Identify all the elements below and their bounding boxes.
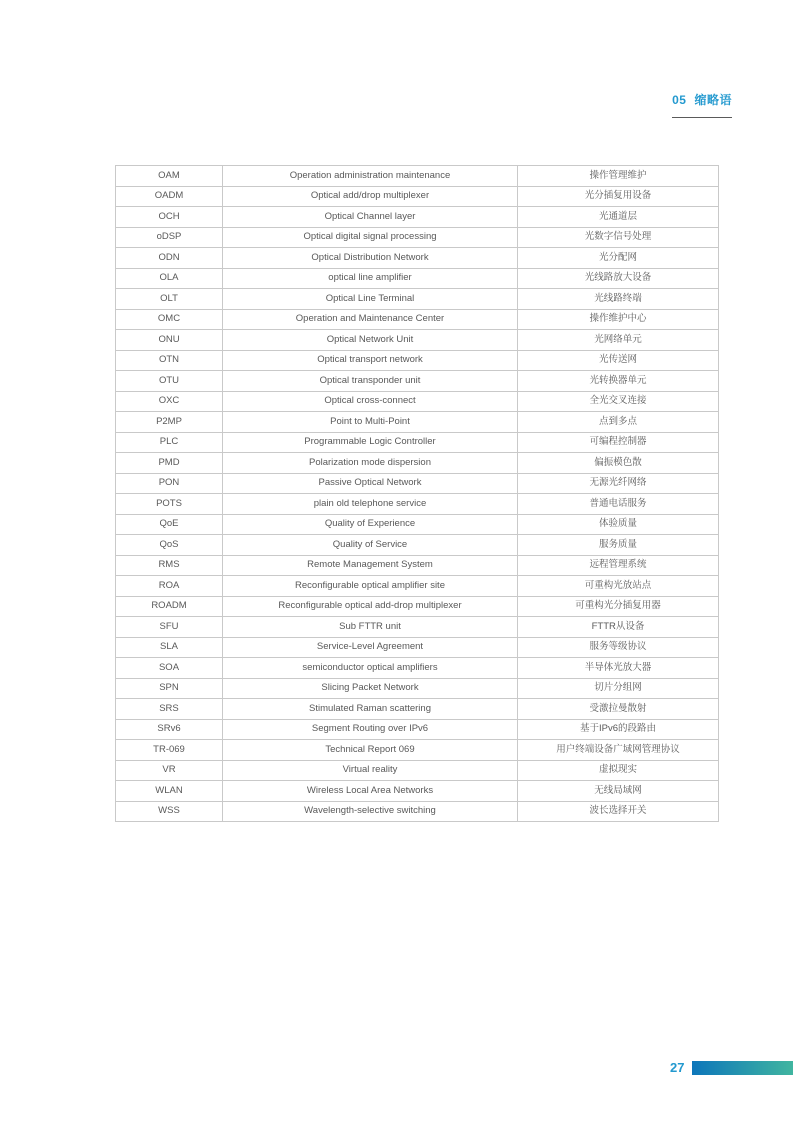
chinese-cell: 体验质量 [518,514,719,535]
chinese-cell: 用户终端设备广域网管理协议 [518,740,719,761]
chinese-cell: 可重构光分插复用器 [518,596,719,617]
table-row [116,494,719,515]
full-name-cell: Wireless Local Area Networks [223,781,518,802]
full-name-cell: Remote Management System [223,555,518,576]
chinese-cell: 光分配网 [518,248,719,269]
full-name-cell: Optical transponder unit [223,371,518,392]
full-name-cell: plain old telephone service [223,494,518,515]
abbr-cell: OADM [116,186,223,207]
table-row [116,412,719,433]
abbr-cell: SOA [116,658,223,679]
full-name-cell: Virtual reality [223,760,518,781]
full-name-cell: Stimulated Raman scattering [223,699,518,720]
chinese-cell: 无线局域网 [518,781,719,802]
full-name-cell: Passive Optical Network [223,473,518,494]
full-name-cell: Quality of Service [223,535,518,556]
chinese-cell: 点到多点 [518,412,719,433]
chinese-cell: 操作管理维护 [518,166,719,187]
full-name-cell: Operation administration maintenance [223,166,518,187]
chinese-cell: 光转换器单元 [518,371,719,392]
abbr-cell: SPN [116,678,223,699]
abbr-cell: ODN [116,248,223,269]
full-name-cell: Optical digital signal processing [223,227,518,248]
table-row [116,535,719,556]
full-name-cell: Reconfigurable optical add-drop multiplexer [223,596,518,617]
table-row [116,166,719,187]
full-name-cell: Point to Multi-Point [223,412,518,433]
table-row [116,268,719,289]
abbr-cell: ROADM [116,596,223,617]
full-name-cell: Polarization mode dispersion [223,453,518,474]
full-name-cell: semiconductor optical amplifiers [223,658,518,679]
abbr-cell: POTS [116,494,223,515]
footer-gradient-bar [692,1061,793,1075]
chinese-cell: 光线路终端 [518,289,719,310]
full-name-cell: Segment Routing over IPv6 [223,719,518,740]
table-row [116,432,719,453]
table-row [116,740,719,761]
abbr-table-body [116,166,719,822]
full-name-cell: Service-Level Agreement [223,637,518,658]
abbr-cell: OXC [116,391,223,412]
chinese-cell: 无源光纤网络 [518,473,719,494]
full-name-cell: Optical Channel layer [223,207,518,228]
table-row [116,699,719,720]
full-name-cell: Quality of Experience [223,514,518,535]
table-row [116,453,719,474]
chinese-cell: 光线路放大设备 [518,268,719,289]
section-number: 05 [672,93,687,107]
table-row [116,371,719,392]
table-row [116,658,719,679]
abbr-cell: VR [116,760,223,781]
section-title: 缩略语 [694,93,732,107]
chinese-cell: 切片分组网 [518,678,719,699]
abbr-cell: ROA [116,576,223,597]
abbr-cell: PON [116,473,223,494]
table-row [116,514,719,535]
abbr-cell: OAM [116,166,223,187]
full-name-cell: Optical Distribution Network [223,248,518,269]
chinese-cell: 可重构光放站点 [518,576,719,597]
full-name-cell: Programmable Logic Controller [223,432,518,453]
abbr-cell: PMD [116,453,223,474]
full-name-cell: Wavelength-selective switching [223,801,518,822]
abbr-cell: ONU [116,330,223,351]
abbr-cell: OCH [116,207,223,228]
chinese-cell: 服务质量 [518,535,719,556]
full-name-cell: Optical add/drop multiplexer [223,186,518,207]
abbr-cell: TR-069 [116,740,223,761]
full-name-cell: Optical Line Terminal [223,289,518,310]
table-row [116,576,719,597]
full-name-cell: Optical transport network [223,350,518,371]
full-name-cell: Optical cross-connect [223,391,518,412]
abbr-cell: WLAN [116,781,223,802]
section-header [672,91,732,118]
chinese-cell: 远程管理系统 [518,555,719,576]
page-number: 27 [670,1060,685,1075]
chinese-cell: 服务等级协议 [518,637,719,658]
table-row [116,186,719,207]
table-row [116,289,719,310]
chinese-cell: 光网络单元 [518,330,719,351]
chinese-cell: 普通电话服务 [518,494,719,515]
table-row [116,781,719,802]
table-row [116,617,719,638]
abbr-cell: SRv6 [116,719,223,740]
abbreviations-table [115,165,719,822]
chinese-cell: 操作维护中心 [518,309,719,330]
abbr-cell: PLC [116,432,223,453]
chinese-cell: 光数字信号处理 [518,227,719,248]
table-row [116,207,719,228]
full-name-cell: Slicing Packet Network [223,678,518,699]
chinese-cell: 基于IPv6的段路由 [518,719,719,740]
abbr-cell: OLA [116,268,223,289]
chinese-cell: 半导体光放大器 [518,658,719,679]
abbr-cell: oDSP [116,227,223,248]
table-row [116,596,719,617]
table-row [116,801,719,822]
table-row [116,760,719,781]
abbr-cell: OMC [116,309,223,330]
chinese-cell: 可编程控制器 [518,432,719,453]
table-row [116,330,719,351]
full-name-cell: Reconfigurable optical amplifier site [223,576,518,597]
abbr-cell: QoS [116,535,223,556]
full-name-cell: Operation and Maintenance Center [223,309,518,330]
abbr-cell: OTU [116,371,223,392]
table-row [116,391,719,412]
table-row [116,637,719,658]
chinese-cell: 全光交叉连接 [518,391,719,412]
chinese-cell: 虚拟现实 [518,760,719,781]
full-name-cell: Sub FTTR unit [223,617,518,638]
abbr-cell: SLA [116,637,223,658]
full-name-cell: Optical Network Unit [223,330,518,351]
chinese-cell: 光传送网 [518,350,719,371]
table-row [116,227,719,248]
abbr-cell: QoE [116,514,223,535]
abbr-cell: SRS [116,699,223,720]
table-row [116,248,719,269]
abbr-cell: WSS [116,801,223,822]
table-row [116,309,719,330]
full-name-cell: Technical Report 069 [223,740,518,761]
abbr-cell: P2MP [116,412,223,433]
table-row [116,719,719,740]
chinese-cell: 波长选择开关 [518,801,719,822]
abbr-cell: SFU [116,617,223,638]
chinese-cell: FTTR从设备 [518,617,719,638]
chinese-cell: 光分插复用设备 [518,186,719,207]
table-row [116,678,719,699]
chinese-cell: 偏振模色散 [518,453,719,474]
table-row [116,555,719,576]
table-row [116,350,719,371]
chinese-cell: 光通道层 [518,207,719,228]
abbr-cell: OLT [116,289,223,310]
abbr-cell: RMS [116,555,223,576]
full-name-cell: optical line amplifier [223,268,518,289]
chinese-cell: 受激拉曼散射 [518,699,719,720]
abbr-cell: OTN [116,350,223,371]
table-row [116,473,719,494]
